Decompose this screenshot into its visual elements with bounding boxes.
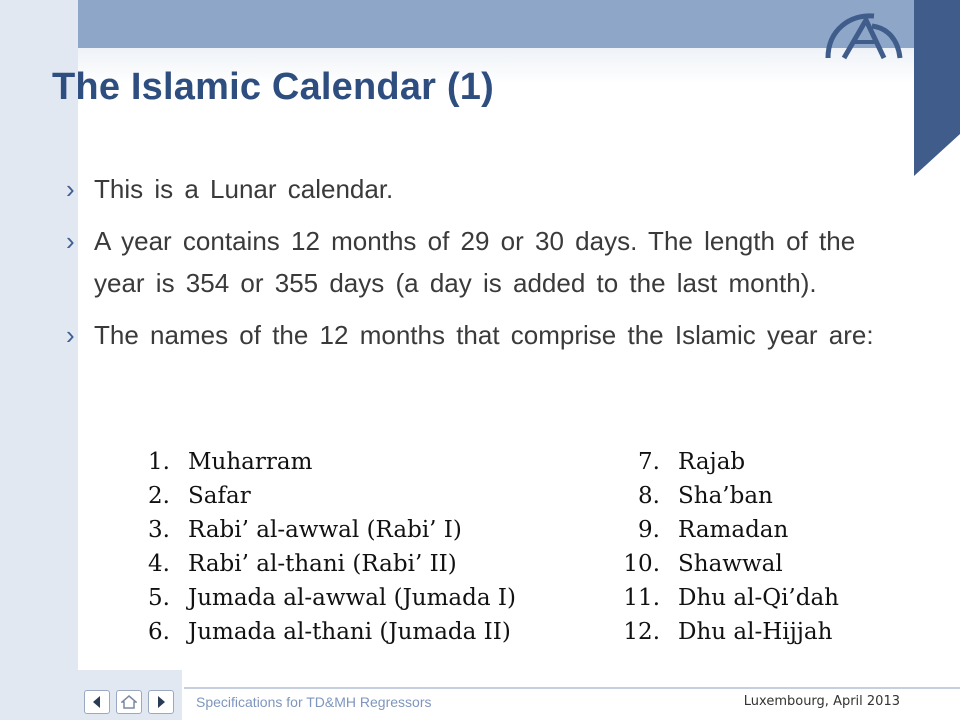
chevron-left-icon (92, 696, 102, 708)
slide-title: The Islamic Calendar (1) (52, 66, 494, 108)
bullet-item (66, 168, 916, 210)
month-number: 4. (148, 551, 170, 577)
month-item (130, 446, 570, 480)
next-slide-button[interactable] (148, 690, 174, 714)
month-number: 12. (623, 619, 660, 645)
month-number: 3. (148, 517, 170, 543)
bullet-marker-icon: › (66, 174, 75, 204)
month-item (620, 480, 900, 514)
month-number: 5. (148, 585, 170, 611)
month-number: 2. (148, 483, 170, 509)
month-name: Ramadan (678, 517, 789, 543)
months-list-left (130, 446, 570, 650)
month-name: Rabi’ al-thani (Rabi’ II) (188, 551, 457, 577)
month-number: 6. (148, 619, 170, 645)
previous-slide-button[interactable] (84, 690, 110, 714)
month-number: 1. (148, 449, 170, 475)
month-item (130, 480, 570, 514)
month-name: Sha’ban (678, 483, 773, 509)
corner-decoration (914, 0, 960, 176)
month-name: Rabi’ al-awwal (Rabi’ I) (188, 517, 462, 543)
month-item (620, 616, 900, 650)
month-item (620, 548, 900, 582)
month-name: Jumada al-thani (Jumada II) (188, 619, 511, 645)
bullet-item (66, 220, 916, 304)
month-number: 8. (638, 483, 660, 509)
month-number: 10. (623, 551, 660, 577)
month-name: Safar (188, 483, 251, 509)
months-list-right (620, 446, 900, 650)
month-name: Dhu al-Hijjah (678, 619, 833, 645)
month-item (130, 616, 570, 650)
month-item (130, 582, 570, 616)
footer-divider (184, 687, 960, 689)
month-item (620, 446, 900, 480)
header-band (78, 0, 916, 48)
footer-location-date: Luxembourg, April 2013 (743, 694, 900, 709)
month-name: Shawwal (678, 551, 783, 577)
month-number: 7. (638, 449, 660, 475)
bullet-list (66, 168, 916, 366)
month-name: Muharram (188, 449, 313, 475)
month-number: 11. (623, 585, 660, 611)
month-name: Dhu al-Qi’dah (678, 585, 839, 611)
bullet-text: This is a Lunar calendar. (94, 174, 394, 204)
month-name: Jumada al-awwal (Jumada I) (188, 585, 516, 611)
month-item (130, 514, 570, 548)
month-number: 9. (638, 517, 660, 543)
home-button[interactable] (116, 690, 142, 714)
month-item (130, 548, 570, 582)
month-name: Rajab (678, 449, 746, 475)
home-icon (121, 695, 137, 709)
bullet-marker-icon: › (66, 226, 75, 256)
bullet-item (66, 314, 916, 356)
bullet-marker-icon: › (66, 320, 75, 350)
month-item (620, 582, 900, 616)
footer-title: Specifications for TD&MH Regressors (196, 694, 432, 710)
month-item (620, 514, 900, 548)
chevron-right-icon (156, 696, 166, 708)
logo-icon (814, 6, 906, 66)
bullet-text: A year contains 12 months of 29 or 30 days. The length of the year is 354 or 355 days (a day is added to the last month). (94, 226, 856, 298)
bullet-text: The names of the 12 months that comprise the Islamic year are: (94, 320, 874, 350)
